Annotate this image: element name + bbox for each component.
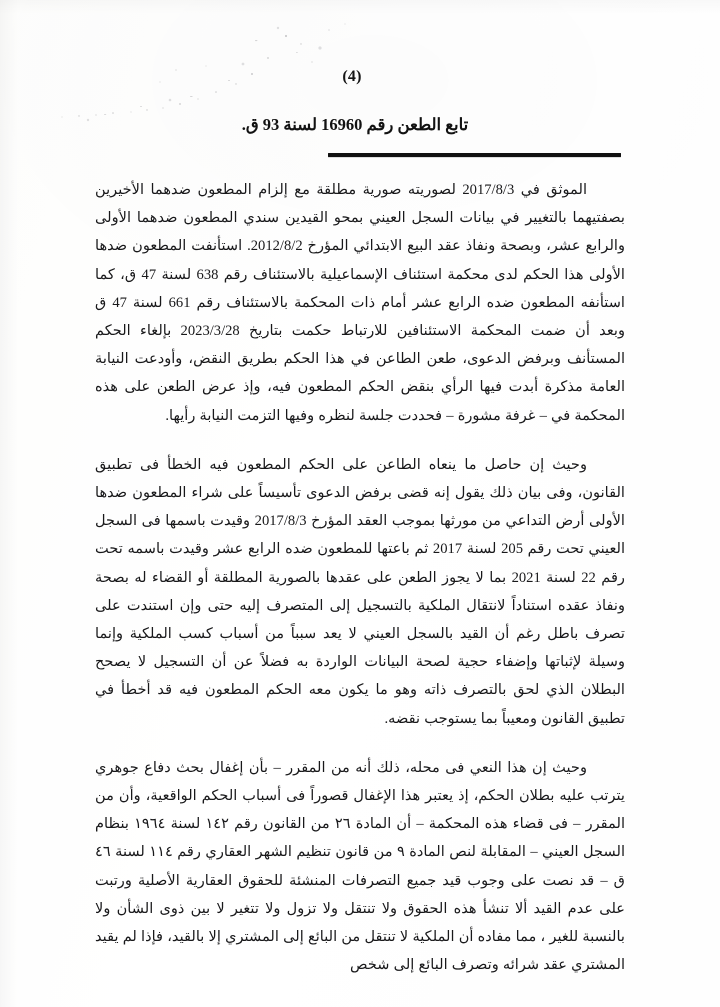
- page-number-marker: (4): [342, 68, 362, 85]
- judgment-paragraph-1: الموثق في 2017/8/3 لصوريته صورية مطلقة مع إلزام المطعون ضدهما الأخيرين بصفتيهما بالتغيير في بيانات السجل العيني بمحو القيدين سندي المطعون ضدهما الأولى والرابع عشر، وبصحة ونفاذ عقد البيع الابتدائي المؤرخ 2012/8/2. استأنفت المطعون ضدها الأولى هذا الحكم لدى محكمة استئناف الإسماعيلية بالاستئناف رقم 638 لسنة 47 ق، كما استأنفه المطعون ضده الرابع عشر أمام ذات المحكمة بالاستئناف رقم 661 لسنة 47 ق وبعد أن ضمت المحكمة الاستئنافين للارتباط حكمت بتاريخ 2023/3/28 بإلغاء الحكم المستأنف وبرفض الدعوى، طعن الطاعن في هذا الحكم بطريق النقض، وأودعت النيابة العامة مذكرة أبدت فيها الرأي بنقض الحكم المطعون فيه، وإذ عرض الطعن على هذه المحكمة في – غرفة مشورة – فحددت جلسة لنظره وفيها التزمت النيابة رأيها.: [95, 182, 625, 424]
- judgment-paragraph-2: وحيث إن حاصل ما ينعاه الطاعن على الحكم المطعون فيه الخطأ فى تطبيق القانون، وفى بيان ذلك يقول إنه قضى برفض الدعوى تأسيساً على شراء المطعون ضدها الأولى أرض التداعي من مورثها بموجب العقد المؤرخ 2017/8/3 وقيدت باسمها فى السجل العيني تحت رقم 205 لسنة 2017 ثم باعتها للمطعون ضده الرابع عشر وقيدت باسمه تحت رقم 22 لسنة 2021 بما لا يجوز الطعن على عقدها بالصورية المطلقة أو القضاء له بصحة ونفاذ عقده استناداً لانتقال الملكية بالتسجيل إلى المتصرف إليه حتى وإن استندت على تصرف باطل رغم أن القيد بالسجل العيني لا يعد سبباً من أسباب كسب الملكية وإنما وسيلة لإثباتها وإضفاء حجية لصحة البيانات الواردة به فضلاً عن أن التسجيل لا يصحح البطلان الذي لحق بالتصرف ذاته وهو ما يكون معه الحكم المطعون فيه قد أخطأ في تطبيق القانون ومعيباً بما يستوجب نقضه.: [95, 456, 625, 727]
- case-reference-heading: تابع الطعن رقم 16960 لسنة 93 ق.: [241, 115, 469, 134]
- judgment-body: [95, 176, 625, 979]
- header-underline-rule: [328, 153, 621, 157]
- document-header: [82, 114, 628, 136]
- judgment-paragraph-3: وحيث إن هذا النعي فى محله، ذلك أنه من المقرر – بأن إغفال بحث دفاع جوهري يترتب عليه بطلان الحكم، إذ يعتبر هذا الإغفال قصوراً فى أسباب الحكم الواقعية، وأن من المقرر – فى قضاء هذه المحكمة – أن المادة ٢٦ من القانون رقم ١٤٢ لسنة ١٩٦٤ بنظام السجل العيني – المقابلة لنص المادة ٩ من قانون تنظيم الشهر العقاري رقم ١١٤ لسنة ٤٦ ق – قد نصت على وجوب قيد جميع التصرفات المنشئة للحقوق العقارية الأصلية ورتبت على عدم القيد ألا تنشأ هذه الحقوق ولا تنتقل ولا تزول ولا تتغير لا بين ذوى الشأن ولا بالنسبة للغير ، مما مفاده أن الملكية لا تنتقل من البائع إلى المشتري إلا بالقيد، فإذا لم يقيد المشتري عقد شرائه وتصرف البائع إلى شخص: [95, 759, 625, 974]
